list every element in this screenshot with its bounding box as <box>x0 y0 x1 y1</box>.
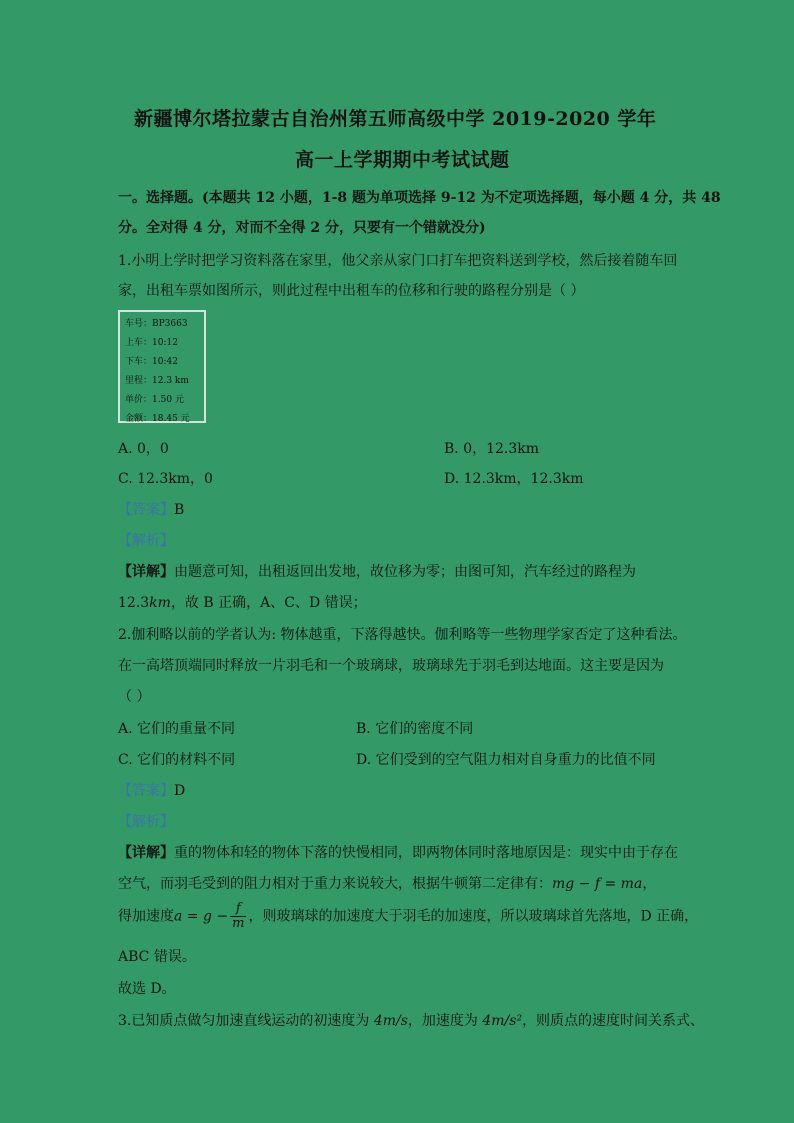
detail-label: 【详解】 <box>118 845 174 861</box>
q1-detail-line2 <box>118 592 367 612</box>
detail-unit: km <box>149 595 171 611</box>
acceleration-value: 4m/s² <box>482 1013 523 1029</box>
q2-stem-line3: （ ） <box>118 689 151 705</box>
q2-answer <box>118 780 185 800</box>
q1-analysis-label: 【解析】 <box>118 533 174 549</box>
detail-text: ，故 B 正确，A、C、D 错误； <box>170 595 367 611</box>
q2-detail-line4: ABC 错误。 <box>118 949 196 965</box>
answer-label: 【答案】 <box>118 783 174 799</box>
detail-text: 重的物体和轻的物体下落的快慢相同，即两物体同时落地原因是：现实中由于存在 <box>174 845 678 861</box>
q2-stem-line2: 在一高塔顶端同时释放一片羽毛和一个玻璃球，玻璃球先于羽毛到达地面。这主要是因为 <box>118 658 664 674</box>
q2-option-b: B. 它们的密度不同 <box>356 721 474 737</box>
q1-option-c: C. 12.3km，0 <box>118 471 213 487</box>
taxi-receipt-image <box>118 310 206 423</box>
q1-stem-line1: 1.小明上学时把学习资料落在家里，他父亲从家门口打车把资料送到学校，然后接着随车回 <box>118 253 678 269</box>
receipt-line: 车号：BP3663 <box>125 319 188 329</box>
q2-stem-line1: 2.伽利略以前的学者认为: 物体越重，下落得越快。伽利略等一些物理学家否定了这种看法。 <box>118 627 687 643</box>
answer-value: D <box>174 783 186 799</box>
receipt-line: 下车：10:42 <box>125 357 178 367</box>
q1-option-b: B. 0，12.3km <box>444 441 540 457</box>
q3-text: ，则质点的速度时间关系式、 <box>522 1013 705 1029</box>
q1-answer <box>118 499 184 519</box>
q2-analysis-label: 【解析】 <box>118 814 174 830</box>
answer-value: B <box>174 502 185 518</box>
detail-text: 由题意可知，出租返回出发地，故位移为零；由图可知，汽车经过的路程为 <box>174 564 636 580</box>
detail-label: 【详解】 <box>118 564 174 580</box>
answer-label: 【答案】 <box>118 502 174 518</box>
q2-option-a: A. 它们的重量不同 <box>118 721 236 737</box>
detail-number: 12.3 <box>118 595 150 611</box>
initial-velocity: 4m/s <box>373 1013 408 1029</box>
q1-option-d: D. 12.3km，12.3km <box>444 471 584 487</box>
receipt-line: 金额：18.45 元 <box>125 414 190 424</box>
q2-detail-line3 <box>118 902 698 931</box>
document-title-line2: 高一上学期期中考试试题 <box>295 149 510 171</box>
detail-text: 得加速度 <box>118 908 174 925</box>
fraction-numerator: f <box>230 902 246 917</box>
q2-detail-line2 <box>118 873 656 893</box>
q2-conclusion: 故选 D。 <box>118 981 176 997</box>
acceleration-formula: a = g − <box>174 908 229 925</box>
receipt-line: 上车：10:12 <box>125 338 178 348</box>
newton-second-law-formula: mg − f = ma <box>552 876 643 892</box>
section-heading-line1: 一。选择题。(本题共 12 小题，1-8 题为单项选择 9-12 为不定项选择题，每小题 4 分，共 48 <box>118 190 721 206</box>
document-title-line1: 新疆博尔塔拉蒙古自治州第五师高级中学 2019-2020 学年 <box>134 108 657 130</box>
detail-text: ，则玻璃球的加速度大于羽毛的加速度，所以玻璃球首先落地，D 正确， <box>248 908 699 925</box>
q1-option-a: A. 0，0 <box>118 441 169 457</box>
q2-option-c: C. 它们的材料不同 <box>118 752 236 768</box>
receipt-line: 单价：1.50 元 <box>125 395 184 405</box>
fraction-denominator: m <box>232 916 245 931</box>
q3-stem-line1 <box>118 1010 704 1030</box>
q2-detail-line1 <box>118 842 678 862</box>
q1-stem-line2: 家，出租车票如图所示，则此过程中出租车的位移和行驶的路程分别是（ ） <box>118 283 585 299</box>
q2-option-d: D. 它们受到的空气阻力相对自身重力的比值不同 <box>356 752 656 768</box>
q3-text: ，加速度为 <box>407 1013 483 1029</box>
detail-text: 空气，而羽毛受到的阻力相对于重力来说较大，根据牛顿第二定律有： <box>118 876 552 892</box>
fraction-f-over-m <box>230 902 246 931</box>
receipt-line: 里程：12.3 km <box>125 376 189 386</box>
q3-text: 3.已知质点做匀加速直线运动的初速度为 <box>118 1013 374 1029</box>
punctuation: ， <box>642 876 657 892</box>
q1-detail-line1 <box>118 561 636 581</box>
section-heading-line2: 分。全对得 4 分，对而不全得 2 分，只要有一个错就没分) <box>118 220 486 236</box>
